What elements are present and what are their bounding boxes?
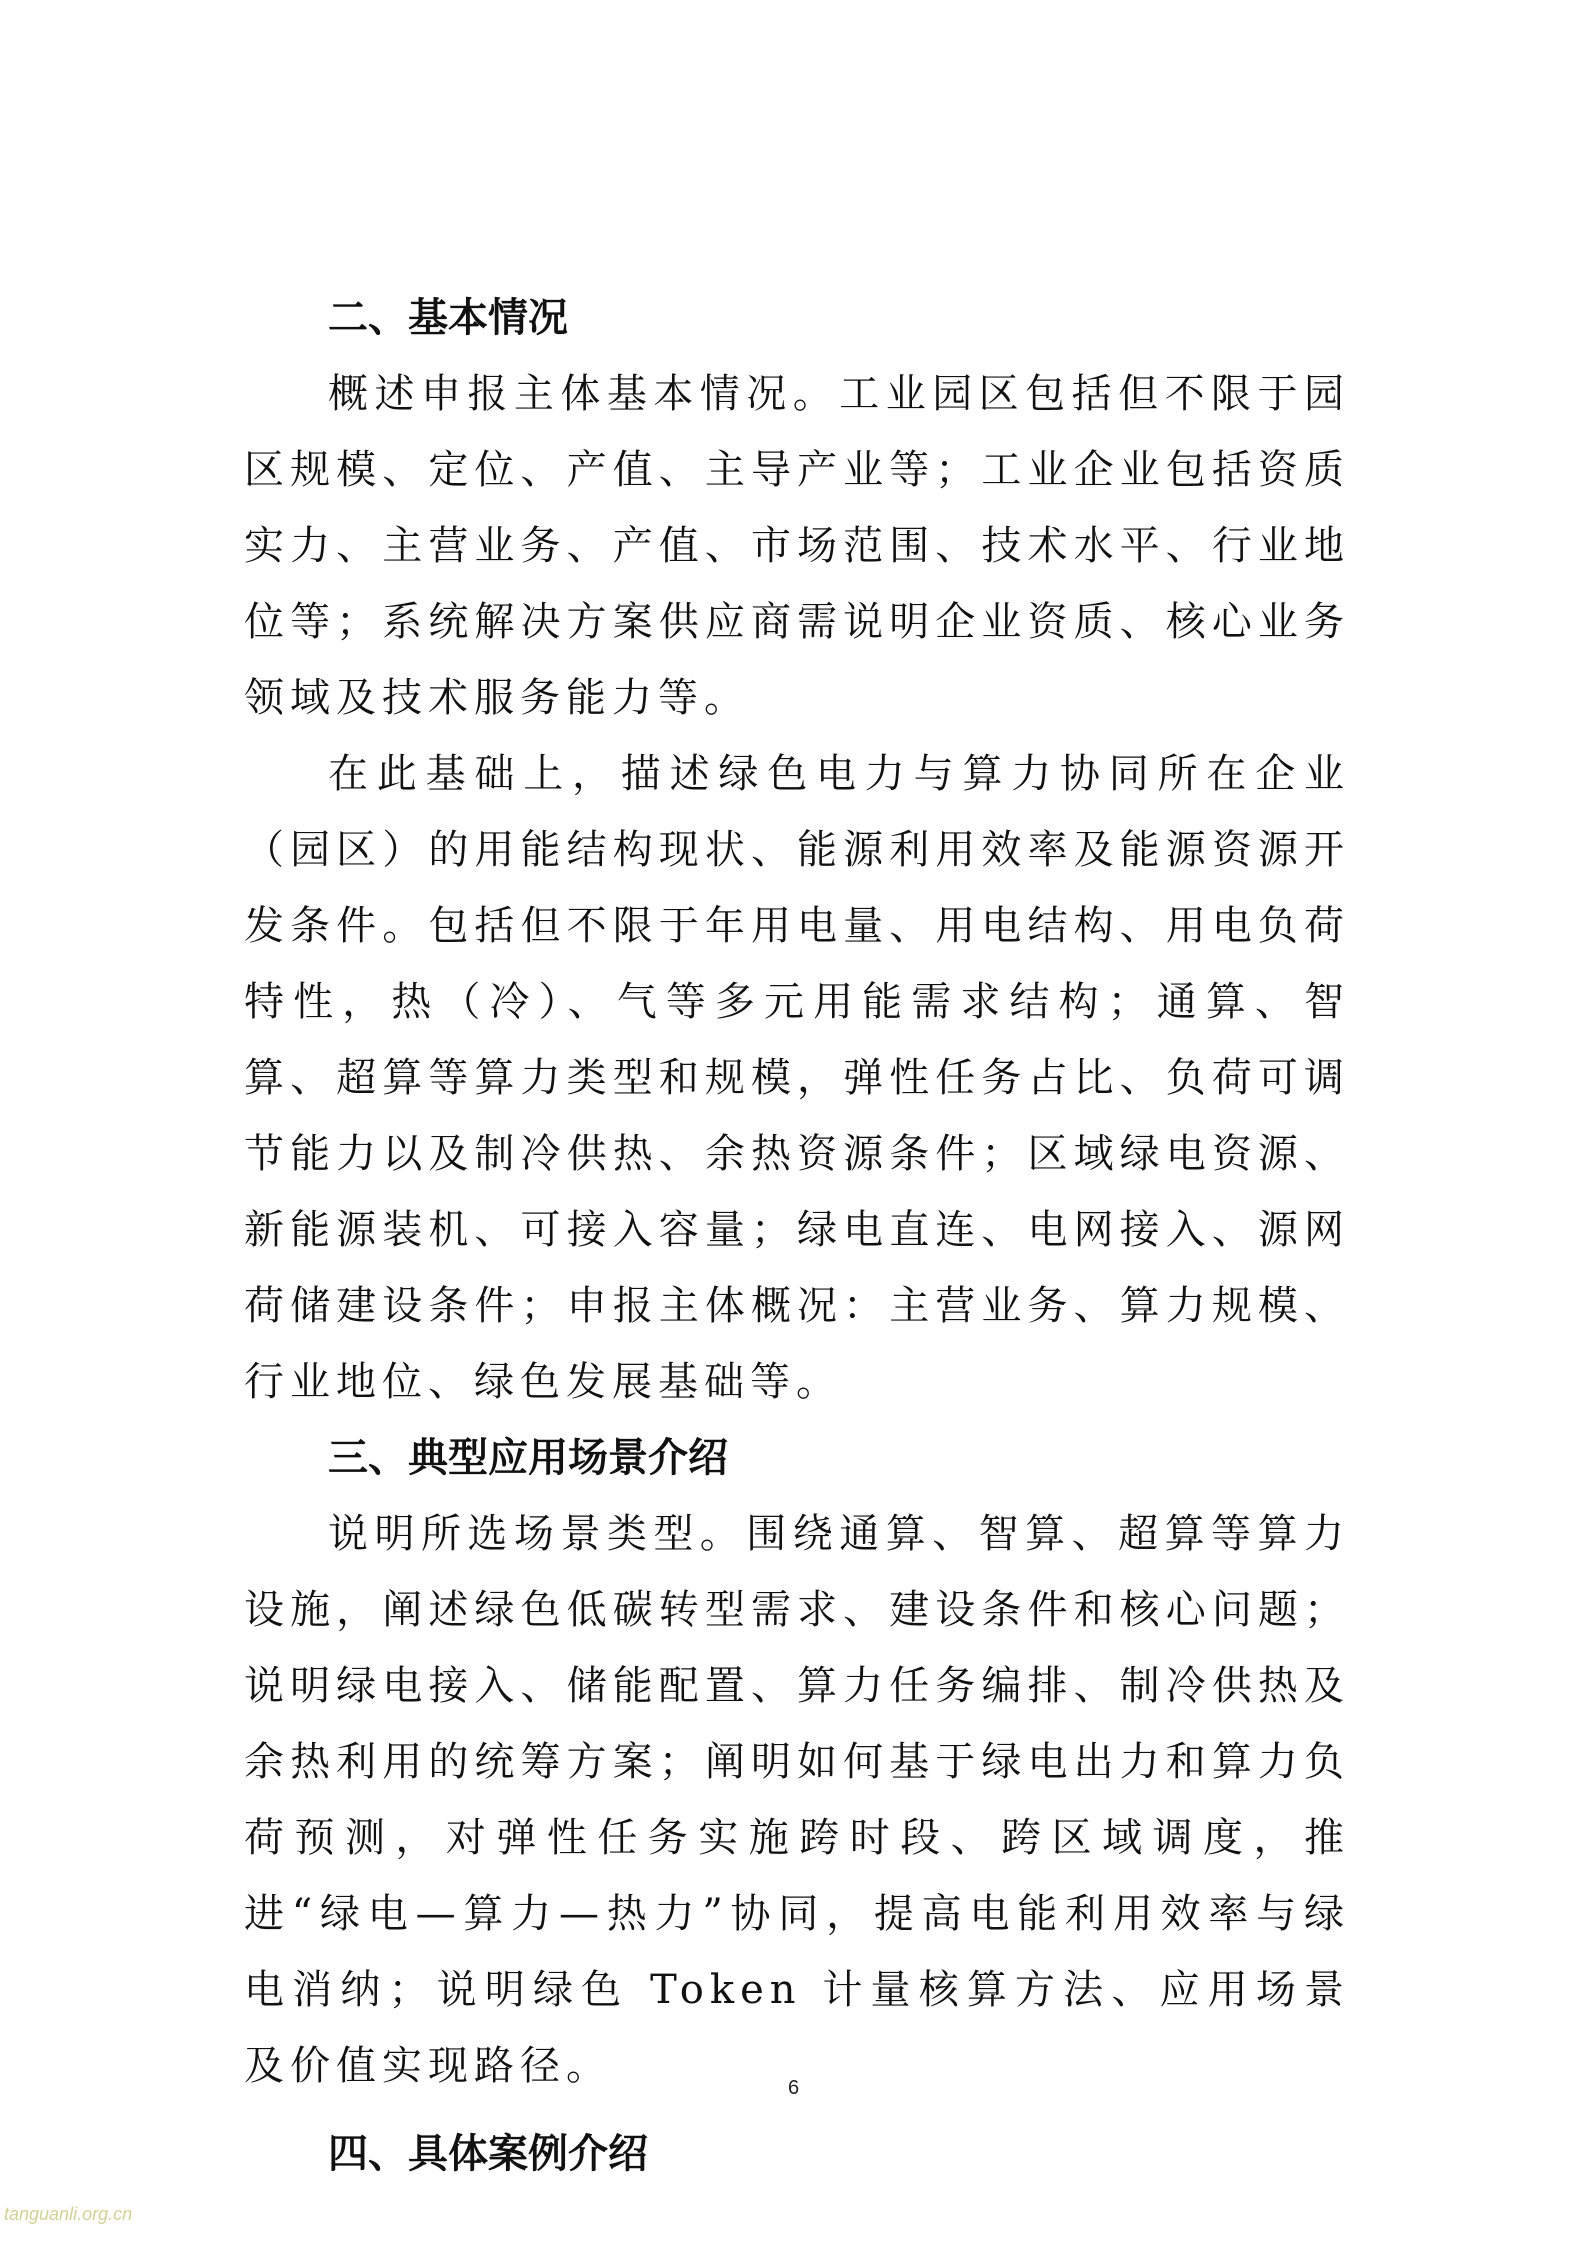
paragraph-energy-structure: 在此基础上，描述绿色电力与算力协同所在企业（园区）的用能结构现状、能源利用效率及能源资源开发条件。包括但不限于年用电量、用电结构、用电负荷特性，热（冷）、气等多元用能需求结构；通算、智算、超算等算力类型和规模，弹性任务占比、负荷可调节能力以及制冷供热、余热资源条件；区域绿电资源、新能源装机、可接入容量；绿电直连、电网接入、源网荷储建设条件；申报主体概况：主营业务、算力规模、行业地位、绿色发展基础等。	[244, 751, 1350, 1405]
section-heading-basic-info: 二、基本情况	[328, 295, 568, 341]
section-heading-case-introduction: 四、具体案例介绍	[328, 2131, 648, 2177]
paragraph-scenario-description: 说明所选场景类型。围绕通算、智算、超算等算力设施，阐述绿色低碳转型需求、建设条件和核心问题；说明绿电接入、储能配置、算力任务编排、制冷供热及余热利用的统筹方案；阐明如何基于绿电出力和算力负荷预测，对弹性任务实施跨时段、跨区域调度，推进“绿电—算力—热力”协同，提高电能利用效率与绿电消纳；说明绿色 Token 计量核算方法、应用场景及价值实现路径。	[244, 1511, 1350, 2089]
site-watermark: tanguanli.org.cn	[4, 2204, 133, 2224]
paragraph-basic-info-overview: 概述申报主体基本情况。工业园区包括但不限于园区规模、定位、产值、主导产业等；工业企业包括资质实力、主营业务、产值、市场范围、技术水平、行业地位等；系统解决方案供应商需说明企业资质、核心业务领域及技术服务能力等。	[244, 371, 1350, 721]
section-heading-application-scenarios: 三、典型应用场景介绍	[328, 1435, 728, 1481]
page-number: 6	[787, 2077, 800, 2099]
document-body	[244, 280, 1350, 2192]
